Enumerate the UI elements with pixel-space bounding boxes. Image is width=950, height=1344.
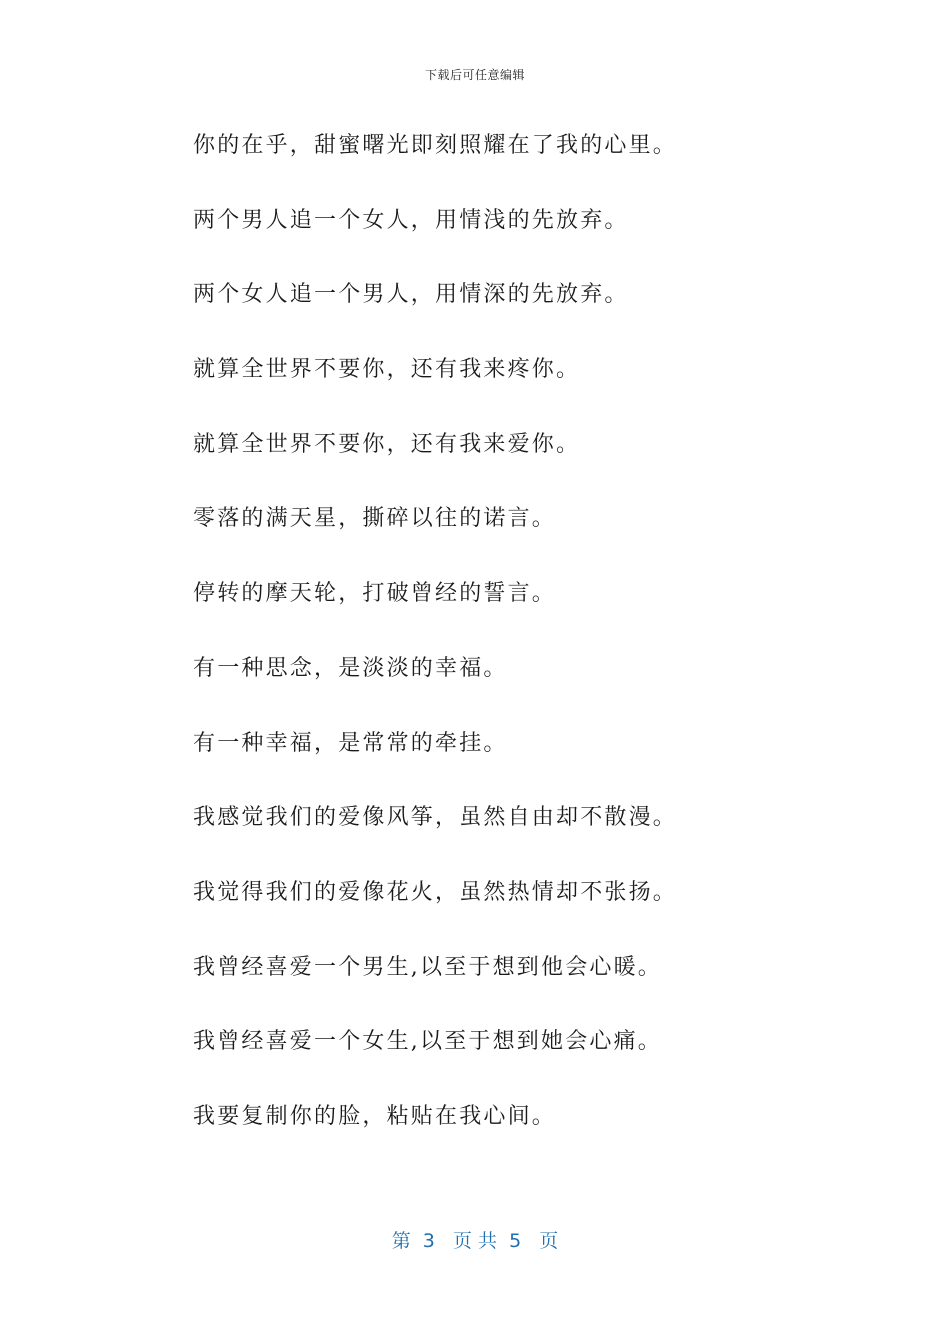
text-line: 有一种思念，是淡淡的幸福。: [193, 655, 508, 681]
text-line: 我曾经喜爱一个男生,以至于想到他会心暖。: [193, 954, 662, 980]
text-line: 你的在乎，甜蜜曙光即刻照耀在了我的心里。: [193, 133, 678, 158]
text-line: 两个女人追一个男人，用情深的先放弃。: [193, 282, 629, 308]
text-line: 我曾经喜爱一个女生,以至于想到她会心痛。: [193, 1029, 662, 1055]
text-line: 有一种幸福，是常常的牵挂。: [193, 730, 508, 756]
text-line: 我觉得我们的爱像花火，虽然热情却不张扬。: [193, 879, 678, 905]
header-note: 下载后可任意编辑: [424, 68, 525, 82]
text-line: 就算全世界不要你，还有我来疼你。: [193, 357, 581, 383]
text-line: 停转的摩天轮，打破曾经的誓言。: [193, 581, 557, 607]
page-number-footer: 第 3 页 共 5 页: [391, 1230, 559, 1252]
text-line: 就算全世界不要你，还有我来爱你。: [193, 431, 581, 457]
text-line: 我要复制你的脸，粘贴在我心间。: [193, 1103, 557, 1129]
text-line: 两个男人追一个女人，用情浅的先放弃。: [193, 207, 629, 233]
text-line: 我感觉我们的爱像风筝，虽然自由却不散漫。: [193, 805, 678, 831]
text-lines: [193, 128, 893, 1174]
text-line: 零落的满天星，撕碎以往的诺言。: [193, 506, 557, 532]
